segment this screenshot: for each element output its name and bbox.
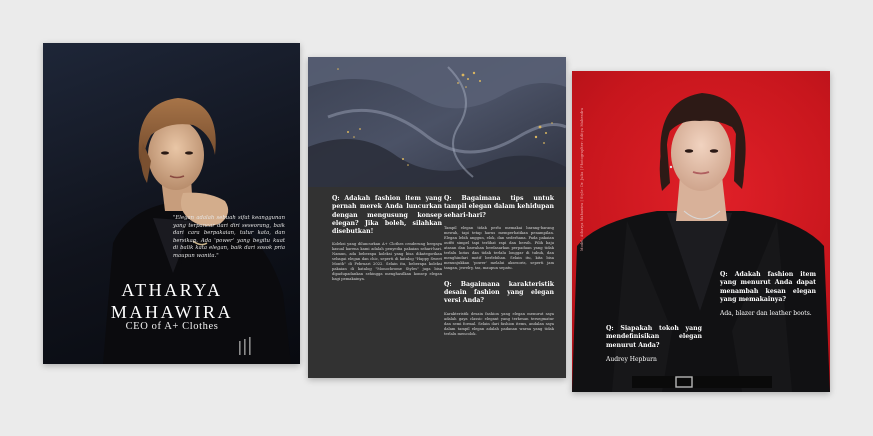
interview-column-right xyxy=(444,195,554,347)
question-heading: Q: Adakah fashion item yang pernah merek Anda luncurkan dengan mengusung konsep elegan? Jika boleh, silahkan disebutkan! xyxy=(332,195,442,236)
answer-text: Karakteristik desain fashion yang elegan menurut saya adalah gaya classic elegant yang terkesan tersegmatur dan semi formal. Selain dari fashion items, andalan saya dalam tampil elegan adalah padanan warna yang tidak terlalu mencolok. xyxy=(444,311,554,336)
question-heading: Q: Siapakah tokoh yang mendefinisikan elegan menurut Anda? xyxy=(606,325,702,349)
magazine-page-portrait xyxy=(572,71,830,392)
interviewee-name xyxy=(87,279,257,323)
pull-quote: "Elegan adalah sebuah sifat keanggunan yang terpancar dari diri seseorang, baik dari cara berpakaian, tutur kata, dan bersikap. Ada 'power' yang begitu kuat di balik kata elegan, baik dari sosok pria maupun wanita." xyxy=(173,215,285,259)
qa-block-fashion-item xyxy=(720,271,816,318)
qa-block-figure xyxy=(606,325,702,364)
interview-column-left xyxy=(332,195,442,292)
name-line-2: MAHAWIRA xyxy=(110,302,234,322)
interviewee-role: CEO of A+ Clothes xyxy=(125,321,219,332)
answer-text: Audrey Hepburn xyxy=(606,355,657,363)
answer-text: Koleksi yang diluncurkan A+ Clothes cenderung bergaya kasual karena kami adalah penyedia pakaian sehari-hari. Namun, ada beberapa koleksi yang bisa dikategorikan sebagai elegan dan chic, seperti di katalog "Happy Sweet Month" di Februari 2022. Selain itu, beberapa koleksi pakaian di katalog "Monochrome Styles" juga bisa dipadupadankan sehingga menghasilkan konsep elegan bagi pemakainya. xyxy=(332,242,442,282)
photo-credit: Model: Atharya Mahawira | Style: Dr. Julia | Photographer: Aditya Mahendra xyxy=(580,107,584,251)
question-heading: Q: Bagaimana tips untuk tampil elegan dalam kehidupan sehari-hari? xyxy=(444,195,554,219)
magazine-page-cover xyxy=(43,43,300,364)
question-heading: Q: Adakah fashion item yang menurut Anda dapat menambah kesan elegan yang memakainya? xyxy=(720,271,816,303)
answer-text: Ada, blazer dan leather boots. xyxy=(720,310,812,318)
question-heading: Q: Bagaimana karakteristik desain fashion yang elegan versi Anda? xyxy=(444,280,554,305)
magazine-page-interview xyxy=(308,57,566,378)
answer-text: Tampil elegan tidak perlu memakai barang-barang mewah, tapi tetap harus memperhatikan penampilan. Elegan lebih anggun, elok, dan sederhana. Pada pakaian outfit simpel tapi terlihat rapi dan bersih. Pilih baju atasan dan bawahan berdasarkan perpaduan yang tidak terlalu kotas dan tidak terlalu longgar di tubuh, dan menghindari motif berlebihan. Selain itu, kita bisa menunjukkan 'power' melalui aksesoris, seperti jam tangan, jewelry, tas, maupun sepatu. xyxy=(444,225,554,270)
name-line-1: ATHARYA xyxy=(121,280,223,300)
marble-texture-image xyxy=(308,57,566,187)
